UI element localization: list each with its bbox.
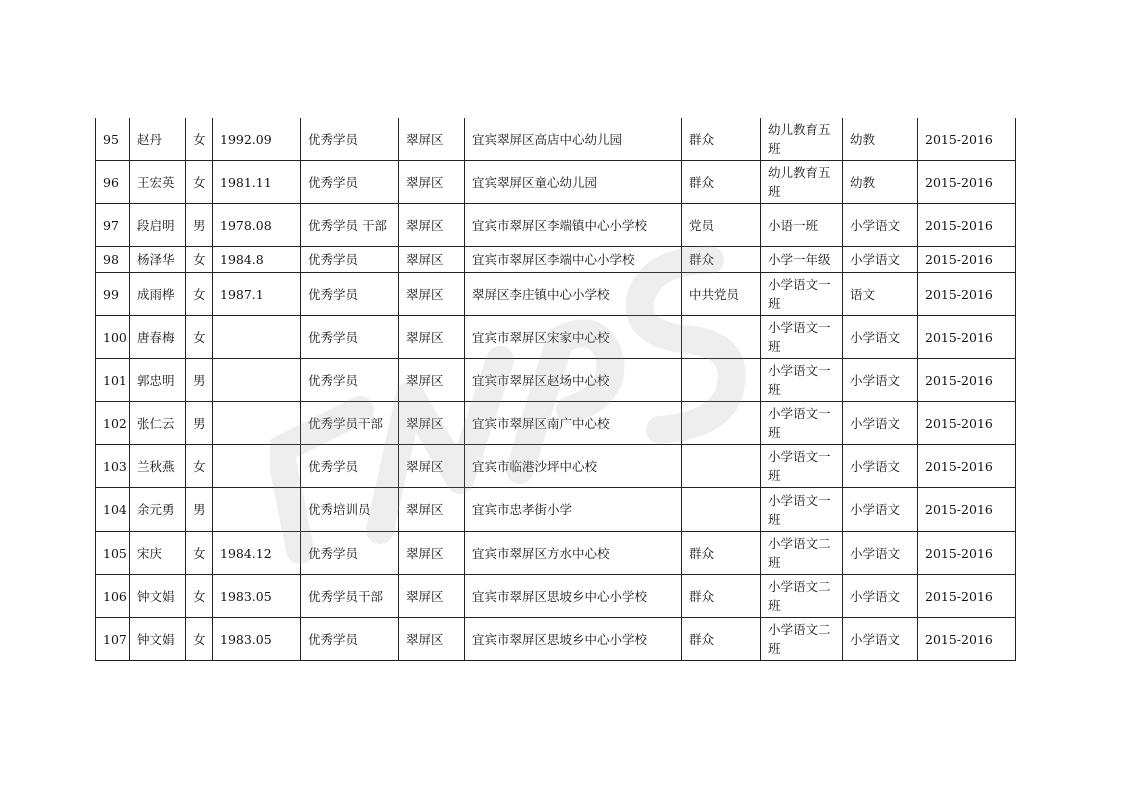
cell-birth: 1983.05	[213, 618, 301, 661]
table-row	[96, 532, 1016, 575]
cell-gender: 女	[186, 247, 213, 273]
cell-award: 优秀学员	[301, 118, 399, 161]
cell-period: 2015-2016	[918, 316, 1016, 359]
cell-school: 宜宾市翠屏区思坡乡中心小学校	[465, 618, 682, 661]
cell-name: 钟文娟	[130, 575, 186, 618]
cell-period: 2015-2016	[918, 575, 1016, 618]
cell-subject: 小学语文	[843, 445, 918, 488]
cell-school: 宜宾市翠屏区宋家中心校	[465, 316, 682, 359]
cell-district: 翠屏区	[399, 575, 465, 618]
cell-politics	[682, 316, 761, 359]
cell-birth	[213, 359, 301, 402]
cell-politics	[682, 488, 761, 532]
cell-district: 翠屏区	[399, 618, 465, 661]
cell-district: 翠屏区	[399, 532, 465, 575]
cell-politics: 群众	[682, 618, 761, 661]
cell-subject: 小学语文	[843, 532, 918, 575]
table-row	[96, 445, 1016, 488]
cell-period: 2015-2016	[918, 488, 1016, 532]
cell-birth	[213, 316, 301, 359]
cell-school: 宜宾市忠孝街小学	[465, 488, 682, 532]
cell-school: 宜宾市翠屏区赵场中心校	[465, 359, 682, 402]
cell-politics: 党员	[682, 204, 761, 247]
cell-class: 小学语文一班	[761, 488, 843, 532]
cell-award: 优秀学员干部	[301, 575, 399, 618]
cell-no: 107	[96, 618, 130, 661]
cell-subject: 小学语文	[843, 247, 918, 273]
table-row	[96, 161, 1016, 204]
cell-award: 优秀学员干部	[301, 402, 399, 445]
cell-subject: 小学语文	[843, 316, 918, 359]
cell-class: 小学语文一班	[761, 445, 843, 488]
table-row	[96, 118, 1016, 161]
cell-gender: 女	[186, 532, 213, 575]
cell-subject: 小学语文	[843, 359, 918, 402]
cell-school: 宜宾市翠屏区思坡乡中心小学校	[465, 575, 682, 618]
cell-subject: 小学语文	[843, 402, 918, 445]
cell-period: 2015-2016	[918, 359, 1016, 402]
cell-gender: 男	[186, 204, 213, 247]
cell-award: 优秀学员	[301, 161, 399, 204]
cell-district: 翠屏区	[399, 316, 465, 359]
cell-birth: 1981.11	[213, 161, 301, 204]
cell-politics: 群众	[682, 575, 761, 618]
cell-birth: 1992.09	[213, 118, 301, 161]
cell-class: 小学一年级	[761, 247, 843, 273]
cell-gender: 女	[186, 316, 213, 359]
cell-politics: 群众	[682, 118, 761, 161]
table-row	[96, 575, 1016, 618]
cell-subject: 小学语文	[843, 575, 918, 618]
cell-name: 兰秋燕	[130, 445, 186, 488]
cell-period: 2015-2016	[918, 118, 1016, 161]
cell-school: 宜宾翠屏区童心幼儿园	[465, 161, 682, 204]
cell-no: 104	[96, 488, 130, 532]
cell-no: 102	[96, 402, 130, 445]
cell-award: 优秀学员 干部	[301, 204, 399, 247]
cell-award: 优秀学员	[301, 273, 399, 316]
cell-no: 96	[96, 161, 130, 204]
cell-district: 翠屏区	[399, 402, 465, 445]
cell-name: 王宏英	[130, 161, 186, 204]
cell-birth	[213, 488, 301, 532]
cell-politics: 中共党员	[682, 273, 761, 316]
cell-birth: 1984.12	[213, 532, 301, 575]
cell-class: 小学语文一班	[761, 402, 843, 445]
cell-period: 2015-2016	[918, 618, 1016, 661]
cell-subject: 幼教	[843, 161, 918, 204]
cell-no: 103	[96, 445, 130, 488]
cell-class: 小学语文二班	[761, 618, 843, 661]
cell-no: 97	[96, 204, 130, 247]
cell-award: 优秀学员	[301, 445, 399, 488]
cell-name: 张仁云	[130, 402, 186, 445]
cell-no: 101	[96, 359, 130, 402]
cell-school: 宜宾市翠屏区李端镇中心小学校	[465, 204, 682, 247]
cell-no: 99	[96, 273, 130, 316]
cell-period: 2015-2016	[918, 204, 1016, 247]
roster-body	[96, 118, 1016, 661]
cell-name: 钟文娟	[130, 618, 186, 661]
cell-name: 杨泽华	[130, 247, 186, 273]
cell-name: 赵丹	[130, 118, 186, 161]
cell-birth	[213, 445, 301, 488]
cell-gender: 女	[186, 118, 213, 161]
cell-award: 优秀学员	[301, 532, 399, 575]
cell-name: 余元勇	[130, 488, 186, 532]
cell-birth: 1978.08	[213, 204, 301, 247]
cell-subject: 语文	[843, 273, 918, 316]
cell-name: 郭忠明	[130, 359, 186, 402]
cell-period: 2015-2016	[918, 445, 1016, 488]
cell-no: 95	[96, 118, 130, 161]
cell-class: 小语一班	[761, 204, 843, 247]
table-row	[96, 316, 1016, 359]
table-row	[96, 204, 1016, 247]
cell-class: 小学语文二班	[761, 575, 843, 618]
cell-birth: 1987.1	[213, 273, 301, 316]
cell-name: 唐春梅	[130, 316, 186, 359]
cell-award: 优秀培训员	[301, 488, 399, 532]
cell-district: 翠屏区	[399, 161, 465, 204]
table-row	[96, 273, 1016, 316]
cell-district: 翠屏区	[399, 118, 465, 161]
cell-birth	[213, 402, 301, 445]
cell-class: 幼儿教育五班	[761, 161, 843, 204]
cell-district: 翠屏区	[399, 204, 465, 247]
cell-district: 翠屏区	[399, 359, 465, 402]
cell-no: 98	[96, 247, 130, 273]
cell-gender: 男	[186, 402, 213, 445]
cell-politics: 群众	[682, 161, 761, 204]
cell-gender: 男	[186, 488, 213, 532]
table-row	[96, 359, 1016, 402]
table-row	[96, 618, 1016, 661]
cell-gender: 男	[186, 359, 213, 402]
cell-politics	[682, 402, 761, 445]
cell-period: 2015-2016	[918, 402, 1016, 445]
cell-award: 优秀学员	[301, 247, 399, 273]
cell-birth: 1984.8	[213, 247, 301, 273]
cell-name: 成雨桦	[130, 273, 186, 316]
cell-subject: 小学语文	[843, 618, 918, 661]
cell-gender: 女	[186, 161, 213, 204]
cell-class: 小学语文一班	[761, 273, 843, 316]
cell-class: 小学语文一班	[761, 316, 843, 359]
cell-class: 幼儿教育五班	[761, 118, 843, 161]
cell-district: 翠屏区	[399, 445, 465, 488]
cell-district: 翠屏区	[399, 273, 465, 316]
cell-period: 2015-2016	[918, 247, 1016, 273]
cell-no: 105	[96, 532, 130, 575]
cell-subject: 幼教	[843, 118, 918, 161]
cell-class: 小学语文一班	[761, 359, 843, 402]
cell-name: 宋庆	[130, 532, 186, 575]
cell-district: 翠屏区	[399, 247, 465, 273]
cell-school: 宜宾市翠屏区南广中心校	[465, 402, 682, 445]
cell-school: 宜宾市翠屏区李端中心小学校	[465, 247, 682, 273]
cell-school: 宜宾市临港沙坪中心校	[465, 445, 682, 488]
cell-politics	[682, 445, 761, 488]
table-row	[96, 488, 1016, 532]
cell-birth: 1983.05	[213, 575, 301, 618]
student-roster-table	[95, 118, 1016, 661]
cell-subject: 小学语文	[843, 204, 918, 247]
cell-gender: 女	[186, 618, 213, 661]
cell-period: 2015-2016	[918, 161, 1016, 204]
cell-politics: 群众	[682, 532, 761, 575]
cell-gender: 女	[186, 445, 213, 488]
cell-period: 2015-2016	[918, 532, 1016, 575]
cell-award: 优秀学员	[301, 618, 399, 661]
cell-name: 段启明	[130, 204, 186, 247]
cell-school: 宜宾市翠屏区方水中心校	[465, 532, 682, 575]
cell-award: 优秀学员	[301, 316, 399, 359]
cell-gender: 女	[186, 273, 213, 316]
cell-no: 100	[96, 316, 130, 359]
cell-subject: 小学语文	[843, 488, 918, 532]
cell-politics	[682, 359, 761, 402]
cell-award: 优秀学员	[301, 359, 399, 402]
cell-no: 106	[96, 575, 130, 618]
cell-class: 小学语文二班	[761, 532, 843, 575]
cell-politics: 群众	[682, 247, 761, 273]
cell-school: 翠屏区李庄镇中心小学校	[465, 273, 682, 316]
table-row	[96, 402, 1016, 445]
cell-school: 宜宾翠屏区高店中心幼儿园	[465, 118, 682, 161]
cell-period: 2015-2016	[918, 273, 1016, 316]
cell-gender: 女	[186, 575, 213, 618]
table-row	[96, 247, 1016, 273]
cell-district: 翠屏区	[399, 488, 465, 532]
